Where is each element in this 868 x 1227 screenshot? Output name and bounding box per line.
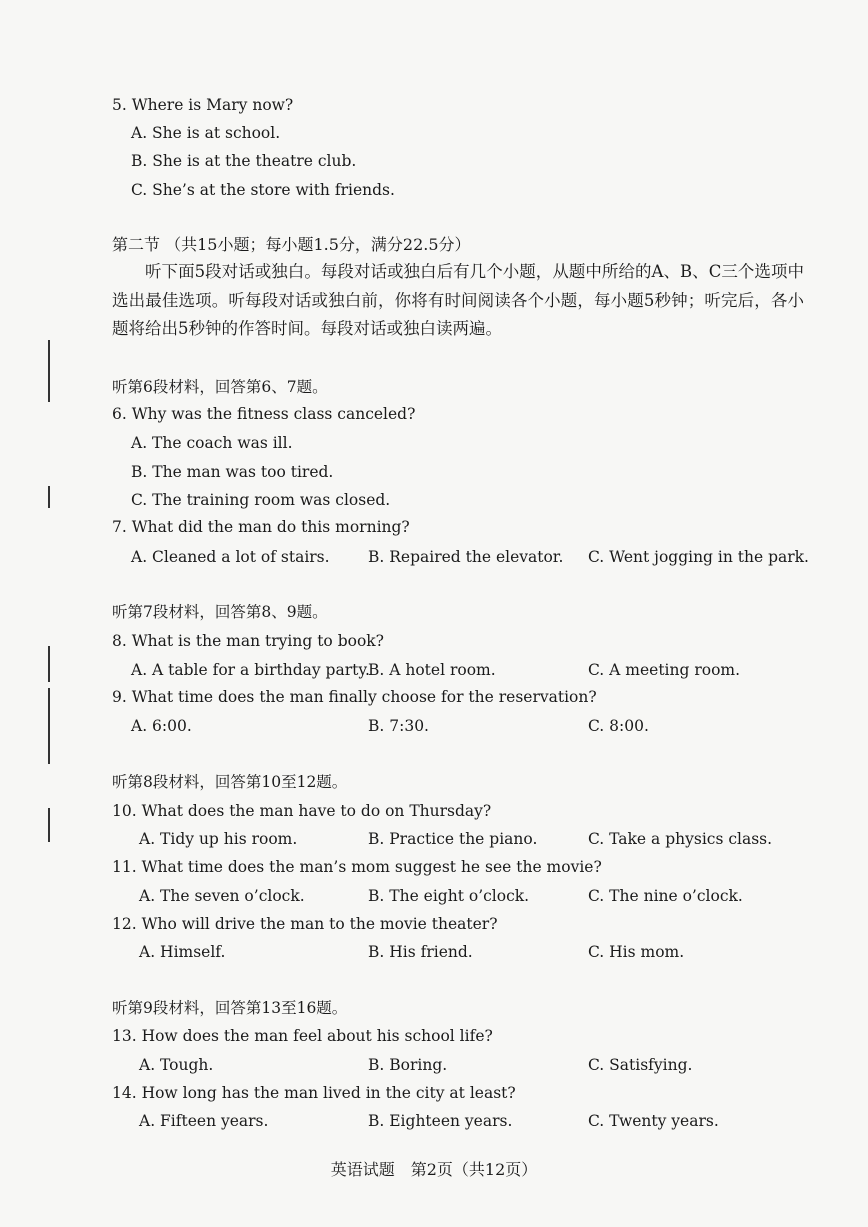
question-6-stem: 6. Why was the fitness class canceled? bbox=[112, 405, 416, 423]
question-8-option-a: A. A table for a birthday party. bbox=[131, 661, 370, 679]
question-10-stem: 10. What does the man have to do on Thursday? bbox=[112, 802, 492, 820]
question-6-option-c: C. The training room was closed. bbox=[131, 491, 391, 509]
question-6-option-b: B. The man was too tired. bbox=[131, 463, 334, 481]
margin-mark bbox=[48, 808, 50, 842]
question-6-option-a: A. The coach was ill. bbox=[131, 434, 293, 452]
question-9-option-c: C. 8:00. bbox=[588, 717, 649, 735]
question-9-option-a: A. 6:00. bbox=[131, 717, 192, 735]
question-14-option-b: B. Eighteen years. bbox=[368, 1112, 513, 1130]
question-9-option-b: B. 7:30. bbox=[368, 717, 429, 735]
section-instructions: 听下面5段对话或独白。每段对话或独白后有几个小题，从题中所给的A、B、C三个选项中选出最佳选项。听每段对话或独白前，你将有时间阅读各个小题，每小题5秒钟；听完后，各小题将给出5秒钟的作答时间。每段对话或独白读两遍。 bbox=[112, 262, 804, 338]
passage-8-heading: 听第8段材料，回答第10至12题。 bbox=[112, 773, 348, 791]
question-10-option-c: C. Take a physics class. bbox=[588, 830, 773, 848]
question-14-option-c: C. Twenty years. bbox=[588, 1112, 719, 1130]
question-11-option-b: B. The eight o’clock. bbox=[368, 887, 530, 905]
margin-mark bbox=[48, 688, 50, 764]
margin-mark bbox=[48, 486, 50, 508]
question-8-option-b: B. A hotel room. bbox=[368, 661, 496, 679]
question-13-stem: 13. How does the man feel about his school life? bbox=[112, 1027, 493, 1045]
question-10-option-a: A. Tidy up his room. bbox=[139, 830, 298, 848]
question-7-option-c: C. Went jogging in the park. bbox=[588, 548, 809, 566]
question-9-stem: 9. What time does the man finally choose for the reservation? bbox=[112, 688, 597, 706]
passage-9-heading: 听第9段材料，回答第13至16题。 bbox=[112, 999, 348, 1017]
page-footer: 英语试题 第2页（共12页） bbox=[330, 1160, 538, 1179]
question-5-stem: 5. Where is Mary now? bbox=[112, 96, 294, 114]
question-13-option-a: A. Tough. bbox=[139, 1056, 214, 1074]
passage-7-heading: 听第7段材料，回答第8、9题。 bbox=[112, 603, 328, 621]
margin-mark bbox=[48, 646, 50, 682]
question-12-option-c: C. His mom. bbox=[588, 943, 685, 961]
question-5-option-b: B. She is at the theatre club. bbox=[131, 152, 357, 170]
question-7-option-b: B. Repaired the elevator. bbox=[368, 548, 564, 566]
question-14-option-a: A. Fifteen years. bbox=[139, 1112, 269, 1130]
question-13-option-b: B. Boring. bbox=[368, 1056, 448, 1074]
passage-6-heading: 听第6段材料，回答第6、7题。 bbox=[112, 378, 328, 396]
question-11-option-a: A. The seven o’clock. bbox=[139, 887, 305, 905]
margin-mark bbox=[48, 340, 50, 402]
section-title: 第二节 （共15小题；每小题1.5分，满分22.5分） bbox=[112, 235, 471, 254]
question-11-option-c: C. The nine o’clock. bbox=[588, 887, 743, 905]
question-5-option-a: A. She is at school. bbox=[131, 124, 281, 142]
question-14-stem: 14. How long has the man lived in the city at least? bbox=[112, 1084, 516, 1102]
question-7-option-a: A. Cleaned a lot of stairs. bbox=[131, 548, 330, 566]
question-8-stem: 8. What is the man trying to book? bbox=[112, 632, 384, 650]
question-11-stem: 11. What time does the man’s mom suggest he see the movie? bbox=[112, 858, 602, 876]
question-7-stem: 7. What did the man do this morning? bbox=[112, 518, 410, 536]
question-12-option-a: A. Himself. bbox=[139, 943, 226, 961]
question-13-option-c: C. Satisfying. bbox=[588, 1056, 693, 1074]
question-12-option-b: B. His friend. bbox=[368, 943, 473, 961]
question-12-stem: 12. Who will drive the man to the movie theater? bbox=[112, 915, 498, 933]
question-5-option-c: C. She’s at the store with friends. bbox=[131, 181, 395, 199]
question-10-option-b: B. Practice the piano. bbox=[368, 830, 538, 848]
question-8-option-c: C. A meeting room. bbox=[588, 661, 741, 679]
